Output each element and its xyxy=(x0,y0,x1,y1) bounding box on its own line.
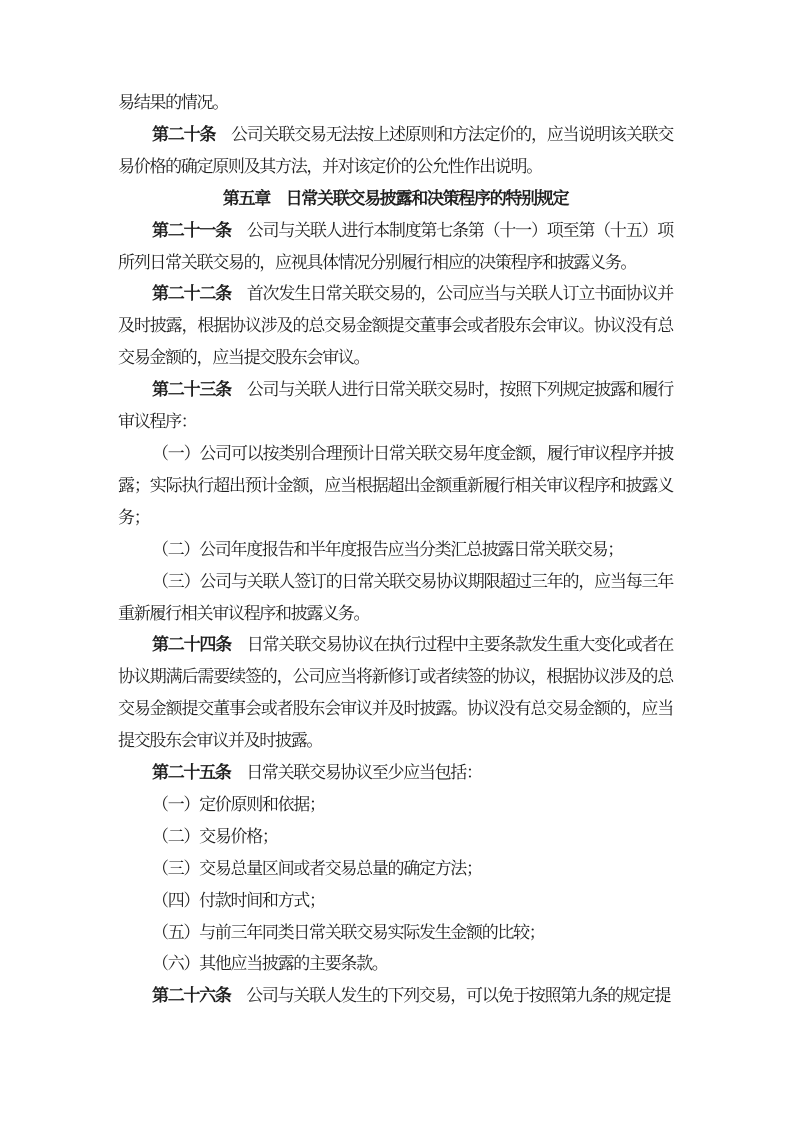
article-23-list-item-2 xyxy=(118,534,673,566)
article-20-number: 第二十条 xyxy=(152,124,216,144)
paragraph-article-20 xyxy=(118,119,673,183)
article-21-text: 公司与关联人进行本制度第七条第（十一）项至第（十五）项所列日常关联交易的，应视具体情况分别履行相应的决策程序和披露义务。 xyxy=(118,220,673,272)
chapter-5-heading-text: 第五章 日常关联交易披露和决策程序的特别规定 xyxy=(222,188,569,208)
paragraph-article-26 xyxy=(118,980,673,1012)
paragraph-article-24 xyxy=(118,629,673,757)
list-item-text: （三）交易总量区间或者交易总量的确定方法； xyxy=(152,858,482,878)
article-23-list-item-3 xyxy=(118,566,673,630)
list-item-text: （三）公司与关联人签订的日常关联交易协议期限超过三年的，应当每三年重新履行相关审议程序和披露义务。 xyxy=(118,571,673,623)
article-20-text: 公司关联交易无法按上述原则和方法定价的，应当说明该关联交易价格的确定原则及其方法，并对该定价的公允性作出说明。 xyxy=(118,124,673,176)
paragraph-article-21 xyxy=(118,215,673,279)
article-26-text: 公司与关联人发生的下列交易，可以免于按照第九条的规定提 xyxy=(230,986,671,1006)
article-25-number: 第二十五条 xyxy=(152,763,231,783)
list-item-text: （五）与前三年同类日常关联交易实际发生金额的比较； xyxy=(152,922,545,942)
article-21-number: 第二十一条 xyxy=(152,220,231,240)
article-23-number: 第二十三条 xyxy=(152,380,231,400)
paragraph-article-22 xyxy=(118,278,673,374)
paragraph-text: 易结果的情况。 xyxy=(118,93,228,112)
paragraph-article-25 xyxy=(118,757,673,789)
list-item-text: （一）定价原则和依据； xyxy=(152,794,325,814)
article-26-number: 第二十六条 xyxy=(152,986,231,1006)
list-item-text: （一）公司可以按类别合理预计日常关联交易年度金额，履行审议程序并披露；实际执行超出预计金额，应当根据超出金额重新履行相关审议程序和披露义务； xyxy=(118,443,673,527)
article-22-number: 第二十二条 xyxy=(152,284,231,304)
article-25-list-item-3 xyxy=(118,853,673,885)
article-22-text: 首次发生日常关联交易的，公司应当与关联人订立书面协议并及时披露，根据协议涉及的总交易金额提交董事会或者股东会审议。协议没有总交易金额的，应当提交股东会审议。 xyxy=(118,284,673,368)
chapter-5-heading xyxy=(118,183,673,215)
article-24-text: 日常关联交易协议在执行过程中主要条款发生重大变化或者在协议期满后需要续签的，公司应当将新修订或者续签的协议，根据协议涉及的总交易金额提交董事会或者股东会审议并及时披露。协议没有总交易金额的，应当提交股东会审议并及时披露。 xyxy=(118,635,673,751)
article-24-number: 第二十四条 xyxy=(152,635,231,655)
list-item-text: （四）付款时间和方式； xyxy=(152,890,325,910)
list-item-text: （六）其他应当披露的主要条款。 xyxy=(152,954,388,974)
list-item-text: （二）交易价格； xyxy=(152,826,278,846)
article-25-list-item-2 xyxy=(118,821,673,853)
article-25-list-item-6 xyxy=(118,948,673,980)
list-item-text: （二）公司年度报告和半年度报告应当分类汇总披露日常关联交易； xyxy=(152,539,623,559)
paragraph-continuation xyxy=(118,87,673,119)
article-23-list-item-1 xyxy=(118,438,673,534)
article-23-text: 公司与关联人进行日常关联交易时，按照下列规定披露和履行审议程序： xyxy=(118,380,673,432)
article-25-text: 日常关联交易协议至少应当包括： xyxy=(230,763,482,783)
article-25-list-item-1 xyxy=(118,789,673,821)
article-25-list-item-5 xyxy=(118,917,673,949)
document-text-block xyxy=(118,87,673,1012)
paragraph-article-23 xyxy=(118,374,673,438)
article-25-list-item-4 xyxy=(118,885,673,917)
